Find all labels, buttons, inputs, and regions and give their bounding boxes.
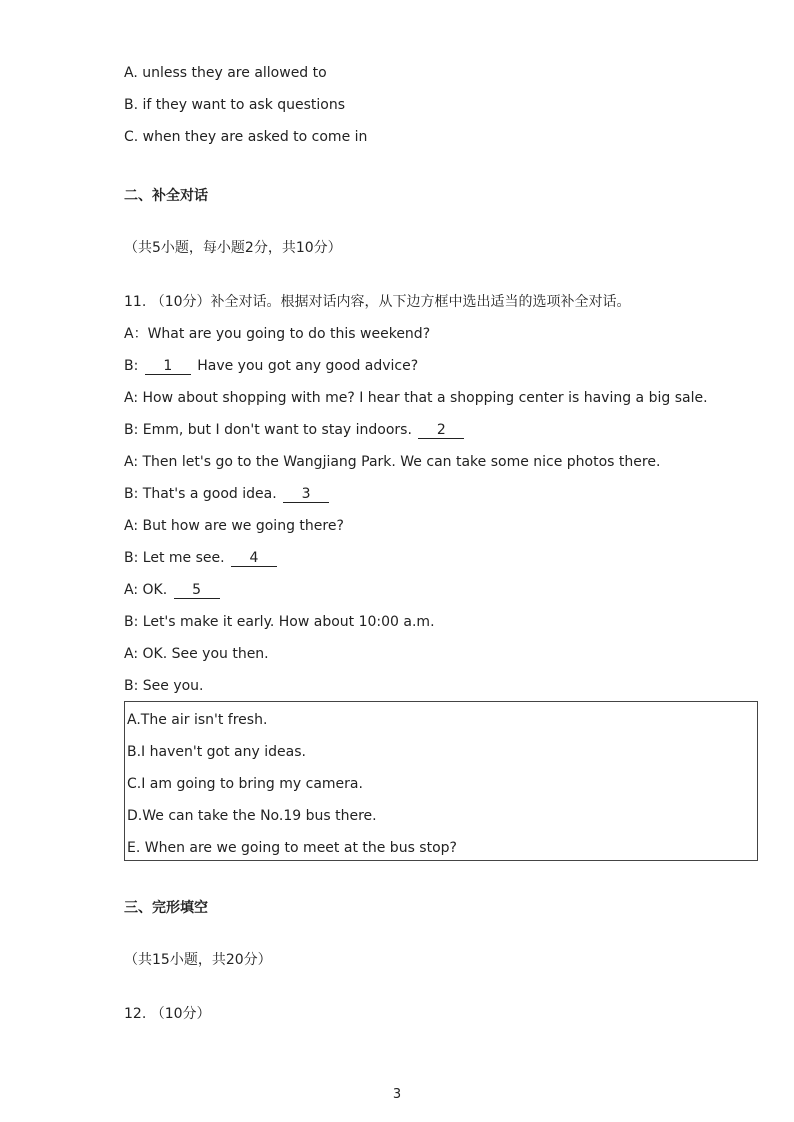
- section3-note: （共15小题，共20分）: [124, 952, 272, 968]
- dialogue-line: B: See you.: [124, 678, 204, 694]
- dialogue-line: A：What are you going to do this weekend?: [124, 326, 431, 342]
- answer-blank[interactable]: 2: [418, 423, 464, 439]
- answer-blank[interactable]: 3: [283, 487, 329, 503]
- choice-e: E. When are we going to meet at the bus stop?: [127, 840, 457, 856]
- dialogue-line: B: Emm, but I don't want to stay indoors. 2: [124, 421, 466, 439]
- section2-title: 二、补全对话: [124, 188, 208, 204]
- dialogue-line: A: But how are we going there?: [124, 518, 344, 534]
- dialogue-line: A: Then let's go to the Wangjiang Park. We can take some nice photos there.: [124, 454, 661, 470]
- dialogue-line: A: How about shopping with me? I hear that a shopping center is having a big sale.: [124, 390, 708, 406]
- question-11: 11. （10分）补全对话。根据对话内容，从下边方框中选出适当的选项补全对话。: [124, 294, 631, 310]
- dialogue-line: B: Let's make it early. How about 10:00 a.m.: [124, 614, 435, 630]
- page-number: 3: [392, 1087, 402, 1102]
- section2-note: （共5小题，每小题2分，共10分）: [124, 240, 342, 256]
- choice-b: B.I haven't got any ideas.: [127, 744, 306, 760]
- dialogue-line: A: OK. See you then.: [124, 646, 269, 662]
- prev-option-c: C. when they are asked to come in: [124, 129, 368, 145]
- choice-c: C.I am going to bring my camera.: [127, 776, 363, 792]
- answer-blank[interactable]: 1: [145, 359, 191, 375]
- dialogue-line: B: 1 Have you got any good advice?: [124, 358, 419, 374]
- answer-blank[interactable]: 4: [231, 551, 277, 567]
- prev-option-a: A. unless they are allowed to: [124, 65, 327, 81]
- dialogue-line: A: OK. 5: [124, 581, 222, 599]
- dialogue-line: B: That's a good idea. 3: [124, 485, 331, 503]
- choice-d: D.We can take the No.19 bus there.: [127, 808, 377, 824]
- question-12: 12. （10分）: [124, 1006, 211, 1022]
- section3-title: 三、完形填空: [124, 900, 208, 916]
- answer-blank[interactable]: 5: [174, 583, 220, 599]
- choices-box: [124, 701, 758, 861]
- dialogue-line: B: Let me see. 4: [124, 549, 279, 567]
- prev-option-b: B. if they want to ask questions: [124, 97, 346, 113]
- choice-a: A.The air isn't fresh.: [127, 712, 268, 728]
